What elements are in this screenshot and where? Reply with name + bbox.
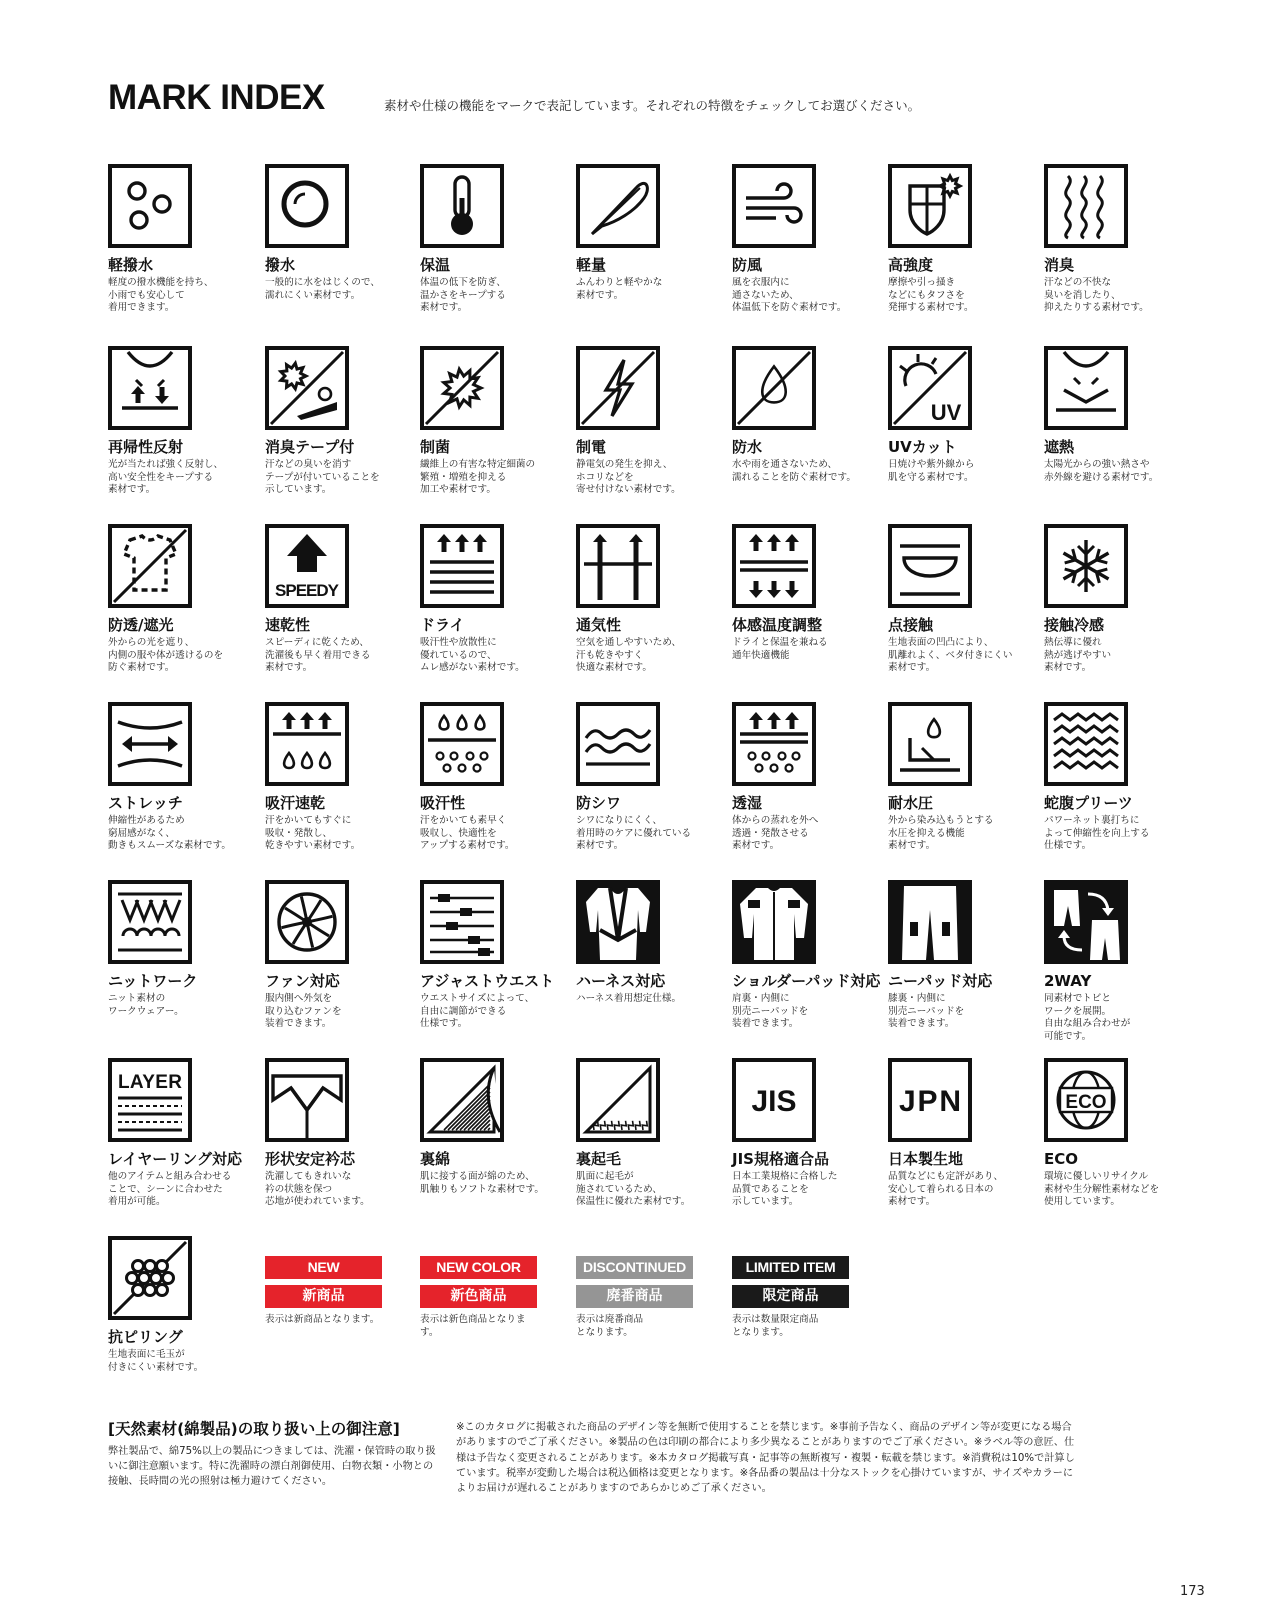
mark-name: 消臭	[1044, 256, 1075, 274]
tag-label-en: NEW COLOR	[420, 1256, 537, 1279]
mark-item	[108, 1058, 258, 1209]
uv-cut-icon	[888, 346, 972, 430]
mark-item	[576, 164, 726, 302]
mark-name: UVカット	[888, 438, 957, 456]
water-repellent-light-icon	[108, 164, 192, 248]
tag-label-ja: 限定商品	[732, 1285, 849, 1308]
mark-description: ハーネス着用想定仕様。	[576, 993, 682, 1004]
svg-text:SPEEDY: SPEEDY	[275, 581, 339, 600]
mark-description: 肩裏・内側に 別売ニーパッドを 装着できます。	[732, 993, 809, 1029]
cotton-lining-icon	[420, 1058, 504, 1142]
mark-description: 膝裏・内側に 別売ニーパッドを 装着できます。	[888, 993, 965, 1029]
mark-description: 日焼けや紫外線から 肌を守る素材です。	[888, 459, 975, 483]
mark-item	[265, 1058, 415, 1209]
mark-name: 防シワ	[576, 794, 622, 812]
mark-name: 消臭テープ付	[265, 438, 355, 456]
mark-item	[265, 164, 415, 302]
tag-description: 表示は新色商品となります。	[420, 1314, 526, 1338]
footer	[108, 1418, 1218, 1518]
mark-name: 遮熱	[1044, 438, 1075, 456]
mark-name: 裏起毛	[576, 1150, 622, 1168]
jpn-icon	[888, 1058, 972, 1142]
tag-description: 表示は新商品となります。	[265, 1314, 380, 1325]
page-number: 173	[1180, 1584, 1205, 1599]
mark-item	[732, 164, 882, 315]
mark-description: 環境に優しいリサイクル 素材や生分解性素材などを 使用しています。	[1044, 1171, 1160, 1207]
care-title: [天然素材(綿製品)の取り扱い上の御注意]	[108, 1420, 400, 1438]
antistatic-icon	[576, 346, 660, 430]
mark-description: 洗濯してもきれいな 衿の状態を保つ 芯地が使われています。	[265, 1171, 370, 1207]
mark-item	[108, 702, 258, 853]
mark-description: ニット素材の ワークウェアー。	[108, 993, 184, 1017]
mark-item	[888, 702, 1038, 853]
mark-item	[888, 524, 1038, 675]
mark-item	[732, 880, 882, 1031]
mark-item	[108, 880, 258, 1018]
fan-icon	[265, 880, 349, 964]
status-tag	[420, 1256, 537, 1339]
mark-item	[888, 880, 1038, 1031]
feather-icon	[576, 164, 660, 248]
mark-description: 他のアイテムと組み合わせる ことで、シーンに合わせた 着用が可能。	[108, 1171, 232, 1207]
mark-description: 汗をかいても素早く 吸収し、快適性を アップする素材です。	[420, 815, 515, 851]
mark-name: 裏綿	[420, 1150, 451, 1168]
tag-label-en: NEW	[265, 1256, 382, 1279]
mark-description: 空気を通しやすいため、 汗も乾きやすく 快適な素材です。	[576, 637, 682, 673]
mark-item	[888, 164, 1038, 315]
status-tag	[265, 1256, 382, 1327]
mark-item	[420, 524, 570, 675]
mark-name: ハーネス対応	[576, 972, 666, 990]
adjust-waist-icon	[420, 880, 504, 964]
mark-description: 肌に接する面が綿のため、 肌触りもソフトな素材です。	[420, 1171, 544, 1195]
mark-description: 汗などの臭いを消す テープが付いていることを 示しています。	[265, 459, 380, 495]
reflective-icon	[108, 346, 192, 430]
mark-item	[576, 702, 726, 853]
mark-name: 防風	[732, 256, 763, 274]
mark-description: 肌面に起毛が 施されているため、 保温性に優れた素材です。	[576, 1171, 691, 1207]
mark-name: 抗ピリング	[108, 1328, 183, 1346]
mark-item	[1044, 702, 1194, 853]
mark-name: 高強度	[888, 256, 934, 274]
mark-item	[732, 524, 882, 662]
deodorant-tape-icon	[265, 346, 349, 430]
sweat-absorb-icon	[420, 702, 504, 786]
mark-item	[576, 880, 726, 1006]
mark-item	[1044, 1058, 1194, 1209]
mark-name: 防透/遮光	[108, 616, 174, 634]
tag-label-en: LIMITED ITEM	[732, 1256, 849, 1279]
mark-item	[420, 1058, 570, 1196]
catalog-notice: ※このカタログに掲載された商品のデザイン等を無断で使用することを禁じます。※事前予告なく、商品のデザイン等が変更になる場合がありますのでご了承ください。※製品の色は印刷の都合により多少異なることがありますのでご了承ください。※ラベル等の意匠、仕様は予告なく変更されることがあります。※本カタログ掲載写真・記事等の無断複写・複製・転載を禁じます。※消費税は10%で計算しています。税率が変動した場合は税込価格は変更となります。※各品番の製品は十分なストックを心掛けていますが、サイズやカラーによりお届けが遅れることがありますのであらかじめご了承ください。	[456, 1422, 1075, 1495]
mark-name: 防水	[732, 438, 763, 456]
tag-label-en: DISCONTINUED	[576, 1256, 693, 1279]
status-tag	[732, 1256, 849, 1339]
mark-item	[1044, 524, 1194, 675]
anti-pilling-icon	[108, 1236, 192, 1320]
layer-icon	[108, 1058, 192, 1142]
tag-description: 表示は数量限定商品 となります。	[732, 1314, 819, 1338]
mark-item	[1044, 880, 1194, 1043]
mark-item	[576, 1058, 726, 1209]
mark-description: ウエストサイズによって、 自由に調節ができる 仕様です。	[420, 993, 535, 1029]
mark-name: 体感温度調整	[732, 616, 823, 634]
mark-name: 制菌	[420, 438, 451, 456]
mark-description: シワになりにくく、 着用時のケアに優れている 素材です。	[576, 815, 692, 851]
mark-description: 汗などの不快な 臭いを消したり、 抑えたりする素材です。	[1044, 277, 1149, 313]
odor-wave-icon	[1044, 164, 1128, 248]
mark-item	[420, 880, 570, 1031]
mark-item	[888, 1058, 1038, 1209]
mark-description: 軽度の撥水機能を持ち、 小雨でも安心して 着用できます。	[108, 277, 214, 313]
mark-name: 点接触	[888, 616, 934, 634]
seersucker-icon	[1044, 702, 1128, 786]
mark-name: アジャストウエスト	[420, 972, 555, 990]
mark-item	[108, 346, 258, 497]
mark-description: 体からの蒸れを外へ 透過・発散させる 素材です。	[732, 815, 819, 851]
snowflake-icon	[1044, 524, 1128, 608]
brushed-lining-icon	[576, 1058, 660, 1142]
mark-description: 吸汗性や放散性に 優れているので、 ムレ感がない素材です。	[420, 637, 525, 673]
mark-description: 光が当たれば強く反射し、 高い安全性をキープする 素材です。	[108, 459, 224, 495]
mark-item	[732, 1058, 882, 1209]
thermometer-icon	[420, 164, 504, 248]
mark-item	[108, 524, 258, 675]
stretch-icon	[108, 702, 192, 786]
tag-label-ja: 廃番商品	[576, 1285, 693, 1308]
mark-description: 太陽光からの強い熱さや 赤外線を避ける素材です。	[1044, 459, 1159, 483]
mark-description: 熱伝導に優れ 熱が逃げやすい 素材です。	[1044, 637, 1112, 673]
knit-icon	[108, 880, 192, 964]
mark-description: ドライと保温を兼ねる 通年快適機能	[732, 637, 828, 661]
mark-name: ファン対応	[265, 972, 340, 990]
mark-name: ショルダーパッド対応	[732, 972, 881, 990]
mark-name: ニットワーク	[108, 972, 198, 990]
mark-item	[265, 346, 415, 497]
mark-item	[265, 524, 415, 675]
header	[108, 78, 1208, 118]
mark-item	[420, 346, 570, 497]
shoulder-pad-icon	[732, 880, 816, 964]
mark-item	[732, 346, 882, 484]
mark-description: 品質などにも定評があり、 安心して着られる日本の 素材です。	[888, 1171, 1004, 1207]
svg-text:JIS: JIS	[751, 1085, 797, 1118]
mark-description: 伸縮性があるため 窮屈感がなく、 動きもスムーズな素材です。	[108, 815, 231, 851]
mark-name: 透湿	[732, 794, 763, 812]
water-pressure-icon	[888, 702, 972, 786]
mark-grid	[108, 164, 1208, 1424]
mark-name: ストレッチ	[108, 794, 183, 812]
tag-label-ja: 新商品	[265, 1285, 382, 1308]
breathable-icon	[576, 524, 660, 608]
mark-item	[108, 164, 258, 315]
mark-name: JIS規格適合品	[732, 1150, 829, 1168]
mark-item	[888, 346, 1038, 484]
mark-name: 形状安定衿芯	[265, 1150, 356, 1168]
mark-name: ECO	[1044, 1150, 1079, 1168]
mark-item	[420, 164, 570, 315]
speedy-icon	[265, 524, 349, 608]
status-tag	[576, 1256, 693, 1339]
mark-name: 蛇腹プリーツ	[1044, 794, 1133, 812]
moisture-permeable-icon	[732, 702, 816, 786]
tag-description: 表示は廃番商品 となります。	[576, 1314, 644, 1338]
mark-item	[576, 524, 726, 675]
mark-description: 一般的に水をはじくので、 濡れにくい素材です。	[265, 277, 380, 301]
care-notice	[108, 1418, 438, 1489]
mark-name: 速乾性	[265, 616, 311, 634]
mark-name: ドライ	[420, 616, 465, 634]
mark-description: 外からの光を遮り、 内側の服や体が透けるのを 防ぐ素材です。	[108, 637, 224, 673]
shield-icon	[888, 164, 972, 248]
harness-icon	[576, 880, 660, 964]
two-way-icon	[1044, 880, 1128, 964]
mark-item	[265, 880, 415, 1031]
mark-name: 耐水圧	[888, 794, 934, 812]
svg-text:UV: UV	[930, 400, 962, 425]
svg-text:JPN: JPN	[899, 1085, 961, 1118]
dry-icon	[420, 524, 504, 608]
mark-name: 軽量	[576, 256, 607, 274]
mark-name: 接触冷感	[1044, 616, 1105, 634]
see-through-icon	[108, 524, 192, 608]
wind-icon	[732, 164, 816, 248]
mark-description: スピーディに乾くため、 洗濯後も早く着用できる 素材です。	[265, 637, 371, 673]
eco-icon	[1044, 1058, 1128, 1142]
mark-name: レイヤーリング対応	[108, 1150, 242, 1168]
mark-name: 軽撥水	[108, 256, 154, 274]
mark-description: 繊維上の有害な特定細菌の 繁殖・増殖を抑える 加工や素材です。	[420, 459, 536, 495]
wrinkle-free-icon	[576, 702, 660, 786]
mark-description: 水や雨を通さないため、 濡れることを防ぐ素材です。	[732, 459, 856, 483]
mark-description: 同素材でトビと ワークを展開。 自由な組み合わせが 可能です。	[1044, 993, 1131, 1042]
mark-name: 保温	[420, 256, 451, 274]
mark-description: 風を衣服内に 通さないため、 体温低下を防ぐ素材です。	[732, 277, 847, 313]
jis-icon	[732, 1058, 816, 1142]
mark-item	[732, 702, 882, 853]
collar-icon	[265, 1058, 349, 1142]
mark-description: 外から染み込もうとする 水圧を抑える機能 素材です。	[888, 815, 994, 851]
mark-name: 吸汗速乾	[265, 794, 326, 812]
mark-name: 日本製生地	[888, 1150, 964, 1168]
point-contact-icon	[888, 524, 972, 608]
care-body: 弊社製品で、綿75%以上の製品につきましては、洗濯・保管時の取り扱いに御注意願います。特に洗濯時の漂白剤御使用、白物衣類・小物との接触、長時間の光の照射は極力避けてください。	[108, 1446, 436, 1487]
mark-description: 服内側へ外気を 取り込むファンを 装着できます。	[265, 993, 342, 1029]
page-subtitle: 素材や仕様の機能をマークで表記しています。それぞれの特徴をチェックしてお選びください。	[384, 98, 921, 113]
mark-name: 撥水	[265, 256, 296, 274]
mark-description: 生地表面に毛玉が 付きにくい素材です。	[108, 1349, 204, 1373]
mark-description: ふんわりと軽やかな 素材です。	[576, 277, 663, 301]
antibacterial-icon	[420, 346, 504, 430]
mark-item	[576, 346, 726, 497]
sweat-quick-dry-icon	[265, 702, 349, 786]
knee-pad-icon	[888, 880, 972, 964]
mark-item	[420, 702, 570, 853]
heat-shield-icon	[1044, 346, 1128, 430]
mark-name: 通気性	[576, 616, 622, 634]
mark-description: 摩擦や引っ掻き などにもタフさを 発揮する素材です。	[888, 277, 974, 313]
mark-item	[1044, 346, 1194, 484]
mark-description: 日本工業規格に合格した 品質であることを 示しています。	[732, 1171, 838, 1207]
mark-item	[108, 1236, 258, 1374]
mark-name: 制電	[576, 438, 607, 456]
mark-name: ニーパッド対応	[888, 972, 993, 990]
svg-text:ECO: ECO	[1065, 1092, 1107, 1113]
mark-name: 2WAY	[1044, 972, 1092, 990]
mark-description: 生地表面の凹凸により、 肌離れよく、ベタ付きにくい 素材です。	[888, 637, 1013, 673]
mark-description: 汗をかいてもすぐに 吸収・発散し、 乾きやすい素材です。	[265, 815, 361, 851]
mark-description: パワーネット裏打ちに よって伸縮性を向上する 仕様です。	[1044, 815, 1150, 851]
mark-item	[265, 702, 415, 853]
page-title: MARK INDEX	[108, 78, 325, 117]
tag-label-ja: 新色商品	[420, 1285, 537, 1308]
temperature-control-icon	[732, 524, 816, 608]
svg-text:LAYER: LAYER	[118, 1072, 182, 1093]
mark-item	[1044, 164, 1194, 315]
mark-description: 静電気の発生を抑え、 ホコリなどを 寄せ付けない素材です。	[576, 459, 681, 495]
waterproof-drop-icon	[732, 346, 816, 430]
mark-name: 再帰性反射	[108, 438, 184, 456]
mark-name: 吸汗性	[420, 794, 466, 812]
mark-description: 体温の低下を防ぎ、 温かさをキープする 素材です。	[420, 277, 506, 313]
water-repellent-icon	[265, 164, 349, 248]
